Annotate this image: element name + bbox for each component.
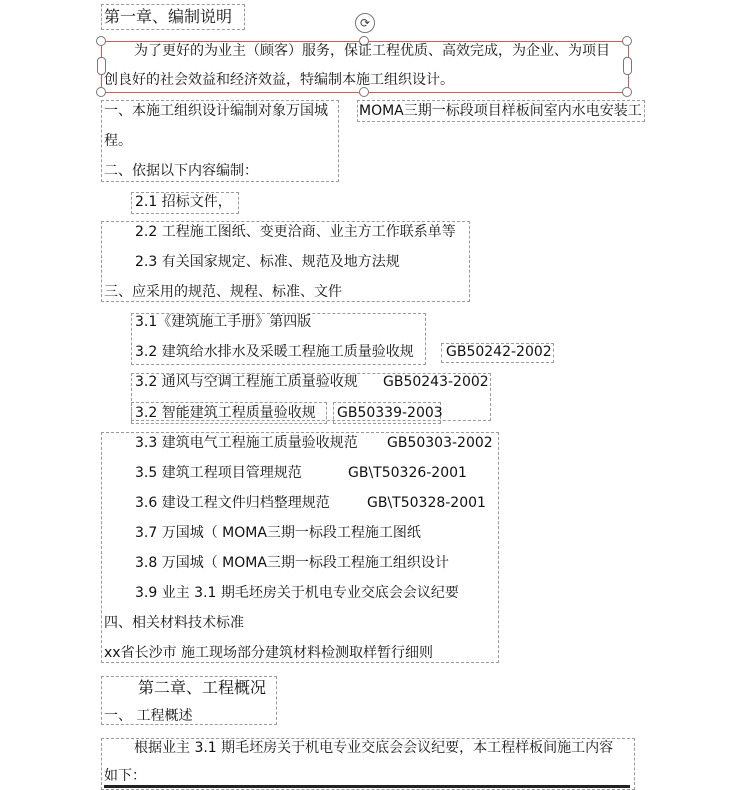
overview-line-1[interactable]: 根据业主 3.1 期毛坯房关于机电专业交底会会议纪要，本工程样板间施工内容 bbox=[134, 740, 614, 756]
spec-item-9[interactable]: 3.8 万国城（ MOMA三期一标段工程施工组织设计 bbox=[135, 555, 449, 571]
spec-item-6[interactable]: 3.5 建筑工程项目管理规范 bbox=[135, 465, 302, 481]
spec-item-5[interactable]: 3.3 建筑电气工程施工质量验收规范 bbox=[135, 435, 358, 451]
spec-code-2[interactable]: GB50242-2002 bbox=[446, 344, 552, 360]
spec-code-4[interactable]: GB50339-2003 bbox=[337, 405, 443, 421]
section4-heading[interactable]: 四、相关材料技术标准 bbox=[104, 615, 244, 631]
spec-code-6[interactable]: GB\T50326-2001 bbox=[348, 465, 467, 481]
table-top-border bbox=[104, 785, 630, 788]
intro-line-1[interactable]: 为了更好的为业主（顾客）服务，保证工程优质、高效完成，为企业、为项目 bbox=[134, 43, 610, 59]
spec-item-1[interactable]: 3.1《建筑施工手册》第四版 bbox=[135, 314, 312, 330]
overview-line-2[interactable]: 如下： bbox=[104, 768, 146, 784]
spec-item-8[interactable]: 3.7 万国城（ MOMA三期一标段工程施工图纸 bbox=[135, 525, 421, 541]
basis-item-3[interactable]: 2.3 有关国家规定、标准、规范及地方法规 bbox=[135, 254, 400, 270]
spec-code-5[interactable]: GB50303-2002 bbox=[387, 435, 493, 451]
spec-item-10[interactable]: 3.9 业主 3.1 期毛坯房关于机电专业交底会会议纪要 bbox=[135, 585, 459, 601]
chapter1-title[interactable]: 第一章、编制说明 bbox=[104, 7, 233, 26]
rotate-icon[interactable]: ⟳ bbox=[355, 13, 375, 33]
chapter2-title[interactable]: 第二章、工程概况 bbox=[138, 678, 267, 697]
section4-line[interactable]: xx省长沙市 施工现场部分建筑材料检测取样暂行细则 bbox=[104, 645, 434, 661]
intro-line-2[interactable]: 创良好的社会效益和经济效益，特编制本施工组织设计。 bbox=[104, 72, 454, 88]
resize-handle-bottom-right[interactable] bbox=[622, 87, 632, 97]
resize-handle-top-right[interactable] bbox=[622, 36, 632, 46]
spec-code-7[interactable]: GB\T50328-2001 bbox=[367, 495, 486, 511]
section1-heading[interactable]: 一、本施工组织设计编制对象万国城 bbox=[104, 103, 328, 119]
resize-handle-right[interactable] bbox=[623, 57, 632, 75]
resize-handle-top-left[interactable] bbox=[96, 36, 106, 46]
spec-code-3[interactable]: GB50243-2002 bbox=[383, 374, 489, 390]
basis-item-1[interactable]: 2.1 招标文件， bbox=[135, 194, 232, 210]
spec-item-4[interactable]: 3.2 智能建筑工程质量验收规 bbox=[135, 405, 316, 421]
section1-line-2[interactable]: 程。 bbox=[104, 133, 132, 149]
spec-item-2[interactable]: 3.2 建筑给水排水及采暖工程施工质量验收规 bbox=[135, 344, 414, 360]
spec-item-3[interactable]: 3.2 通风与空调工程施工质量验收规 bbox=[135, 374, 358, 390]
section1-heading-continued[interactable]: MOMA三期一标段项目样板间室内水电安装工 bbox=[359, 103, 642, 119]
overview-heading[interactable]: 一、 工程概述 bbox=[104, 708, 193, 724]
section3-heading[interactable]: 三、应采用的规范、规程、标准、文件 bbox=[104, 284, 342, 300]
section2-heading[interactable]: 二、依据以下内容编制： bbox=[104, 163, 258, 179]
basis-item-2[interactable]: 2.2 工程施工图纸、变更洽商、业主方工作联系单等 bbox=[135, 224, 456, 240]
spec-item-7[interactable]: 3.6 建设工程文件归档整理规范 bbox=[135, 495, 330, 511]
